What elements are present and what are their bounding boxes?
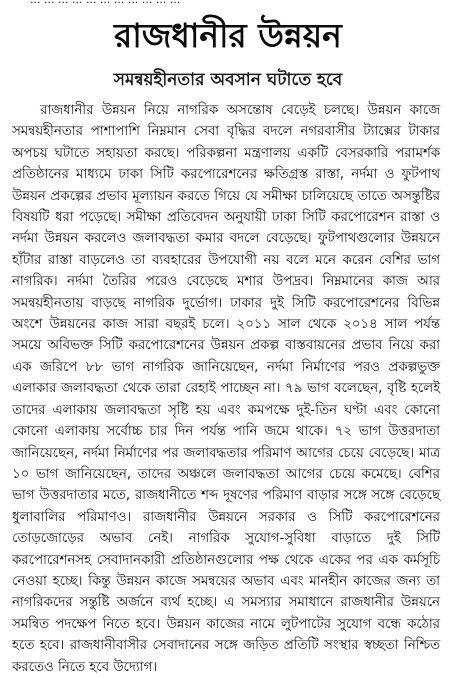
article-body: রাজধানীর উন্নয়ন নিয়ে নাগরিক অসন্তোষ বেড়েই চলছে। উন্নয়ন কাজে সমন্বয়হীনতার পাশাপাশি নিম্নমান সেবা বৃদ্ধির বদলে নগরবাসীর ট্যাক্সের টাকার অপচয় ঘটাতে সহায়তা করছে। পরিকল্পনা মন্ত্রণালয় একটি বেসরকারি পরামর্শক প্রতিষ্ঠানের মাধ্যমে ঢাকা সিটি করপোরেশনের ক্ষতিগ্রস্ত রাস্তা, নর্দমা ও ফুটপাথ উন্নয়ন প্রকল্পের প্রভাব মূল্যায়ন করতে গিয়ে যে সমীক্ষা চালিয়েছে তাতে অসন্তুষ্টির বিষয়টি ধরা পড়েছে। সমীক্ষা প্রতিবেদন অনুযায়ী ঢাকা সিটি করপোরেশন রাস্তা ও নর্দমা উন্নয়ন করলেও জলাবদ্ধতা কমার বদলে বেড়েছে। ফুটপাথগুলোর উন্নয়নে হাঁটার রাস্তা বাড়লেও তা ব্যবহারের উপযোগী নয় বলে মনে করেন বেশির ভাগ নাগরিক। নর্দমা তৈরির পরেও বেড়েছে মশার উপদ্রব। নিম্নমানের কাজ আর সমন্বয়হীনতায় বাড়ছে নাগরিক দুর্ভোগ। ঢাকার দুই সিটি করপোরেশনের বিভিন্ন অংশে উন্নয়নের কাজ সারা বছরই চলে। ২০১১ সাল থেকে ২০১৪ সাল পর্যন্ত সময়ে অবিভক্ত সিটি করপোরেশনের উন্নয়ন প্রকল্প বাস্তবায়নের প্রভাব নিয়ে করা এক জরিপে ৮৮ ভাগ নাগরিক জানিয়েছেন, নর্দমা নির্মাণের পরও প্রকল্পভুক্ত এলাকার জলাবদ্ধতা থেকে তারা রেহাই পাচ্ছেন না। ৭৯ ভাগ বলেছেন, বৃষ্টি হলেই তাদের এলাকায় জলাবদ্ধতা সৃষ্টি হয় এবং কমপক্ষে দুই-তিন ঘণ্টা এবং কোনো কোনো এলাকায় সর্বোচ্চ চার দিন পর্যন্ত পানি জমে থাকে। ৭২ ভাগ উত্তরদাতা জানিয়েছেন, নর্দমা নির্মাণের পর জলাবদ্ধতার পরিমাণ আগের চেয়ে বেড়েছে। মাত্র ১০ ভাগ জানিয়েছেন, তাদের অঞ্চলে জলাবদ্ধতা আগের চেয়ে কমেছে। বেশির ভাগ উত্তরদাতার মতে, রাজধানীতে শব্দ দূষণের পরিমাণ বাড়ার সঙ্গে সঙ্গে বেড়েছে ধুলাবালির পরিমাণও। রাজধানীর উন্নয়নে সরকার ও সিটি করপোরেশনের তোড়জোড়ের অভাব নেই। নাগরিক সুযোগ-সুবিধা বাড়াতে দুই সিটি করপোরেশনসহ সেবাদানকারী প্রতিষ্ঠানগুলোর পক্ষ থেকে একের পর এক কর্মসূচি নেওয়া হচ্ছে। কিন্তু উন্নয়ন কাজে সমন্বয়ের অভাব এবং মানহীন কাজের জন্য তা নাগরিকদের সন্তুষ্টি অর্জনে ব্যর্থ হচ্ছে। এ সমস্যার সমাধানে রাজধানীর উন্নয়নে সমন্বিত পদক্ষেপ নিতে হবে। উন্নয়ন কাজের নামে লুটপাটের সুযোগ বন্ধে কঠোর হতে হবে। রাজধানীবাসীর সেবাদানের সঙ্গে জড়িত প্রতিটি সংস্থার স্বচ্ছতা নিশ্চিত করতেও নিতে হবে উদ্যোগ। xyxy=(12,103,440,675)
previous-article-cut-line xyxy=(30,0,430,6)
article-headline: রাজধানীর উন্নয়ন xyxy=(114,16,342,55)
article-subheadline: সমন্বয়হীনতার অবসান ঘটাতে হবে xyxy=(113,70,343,90)
